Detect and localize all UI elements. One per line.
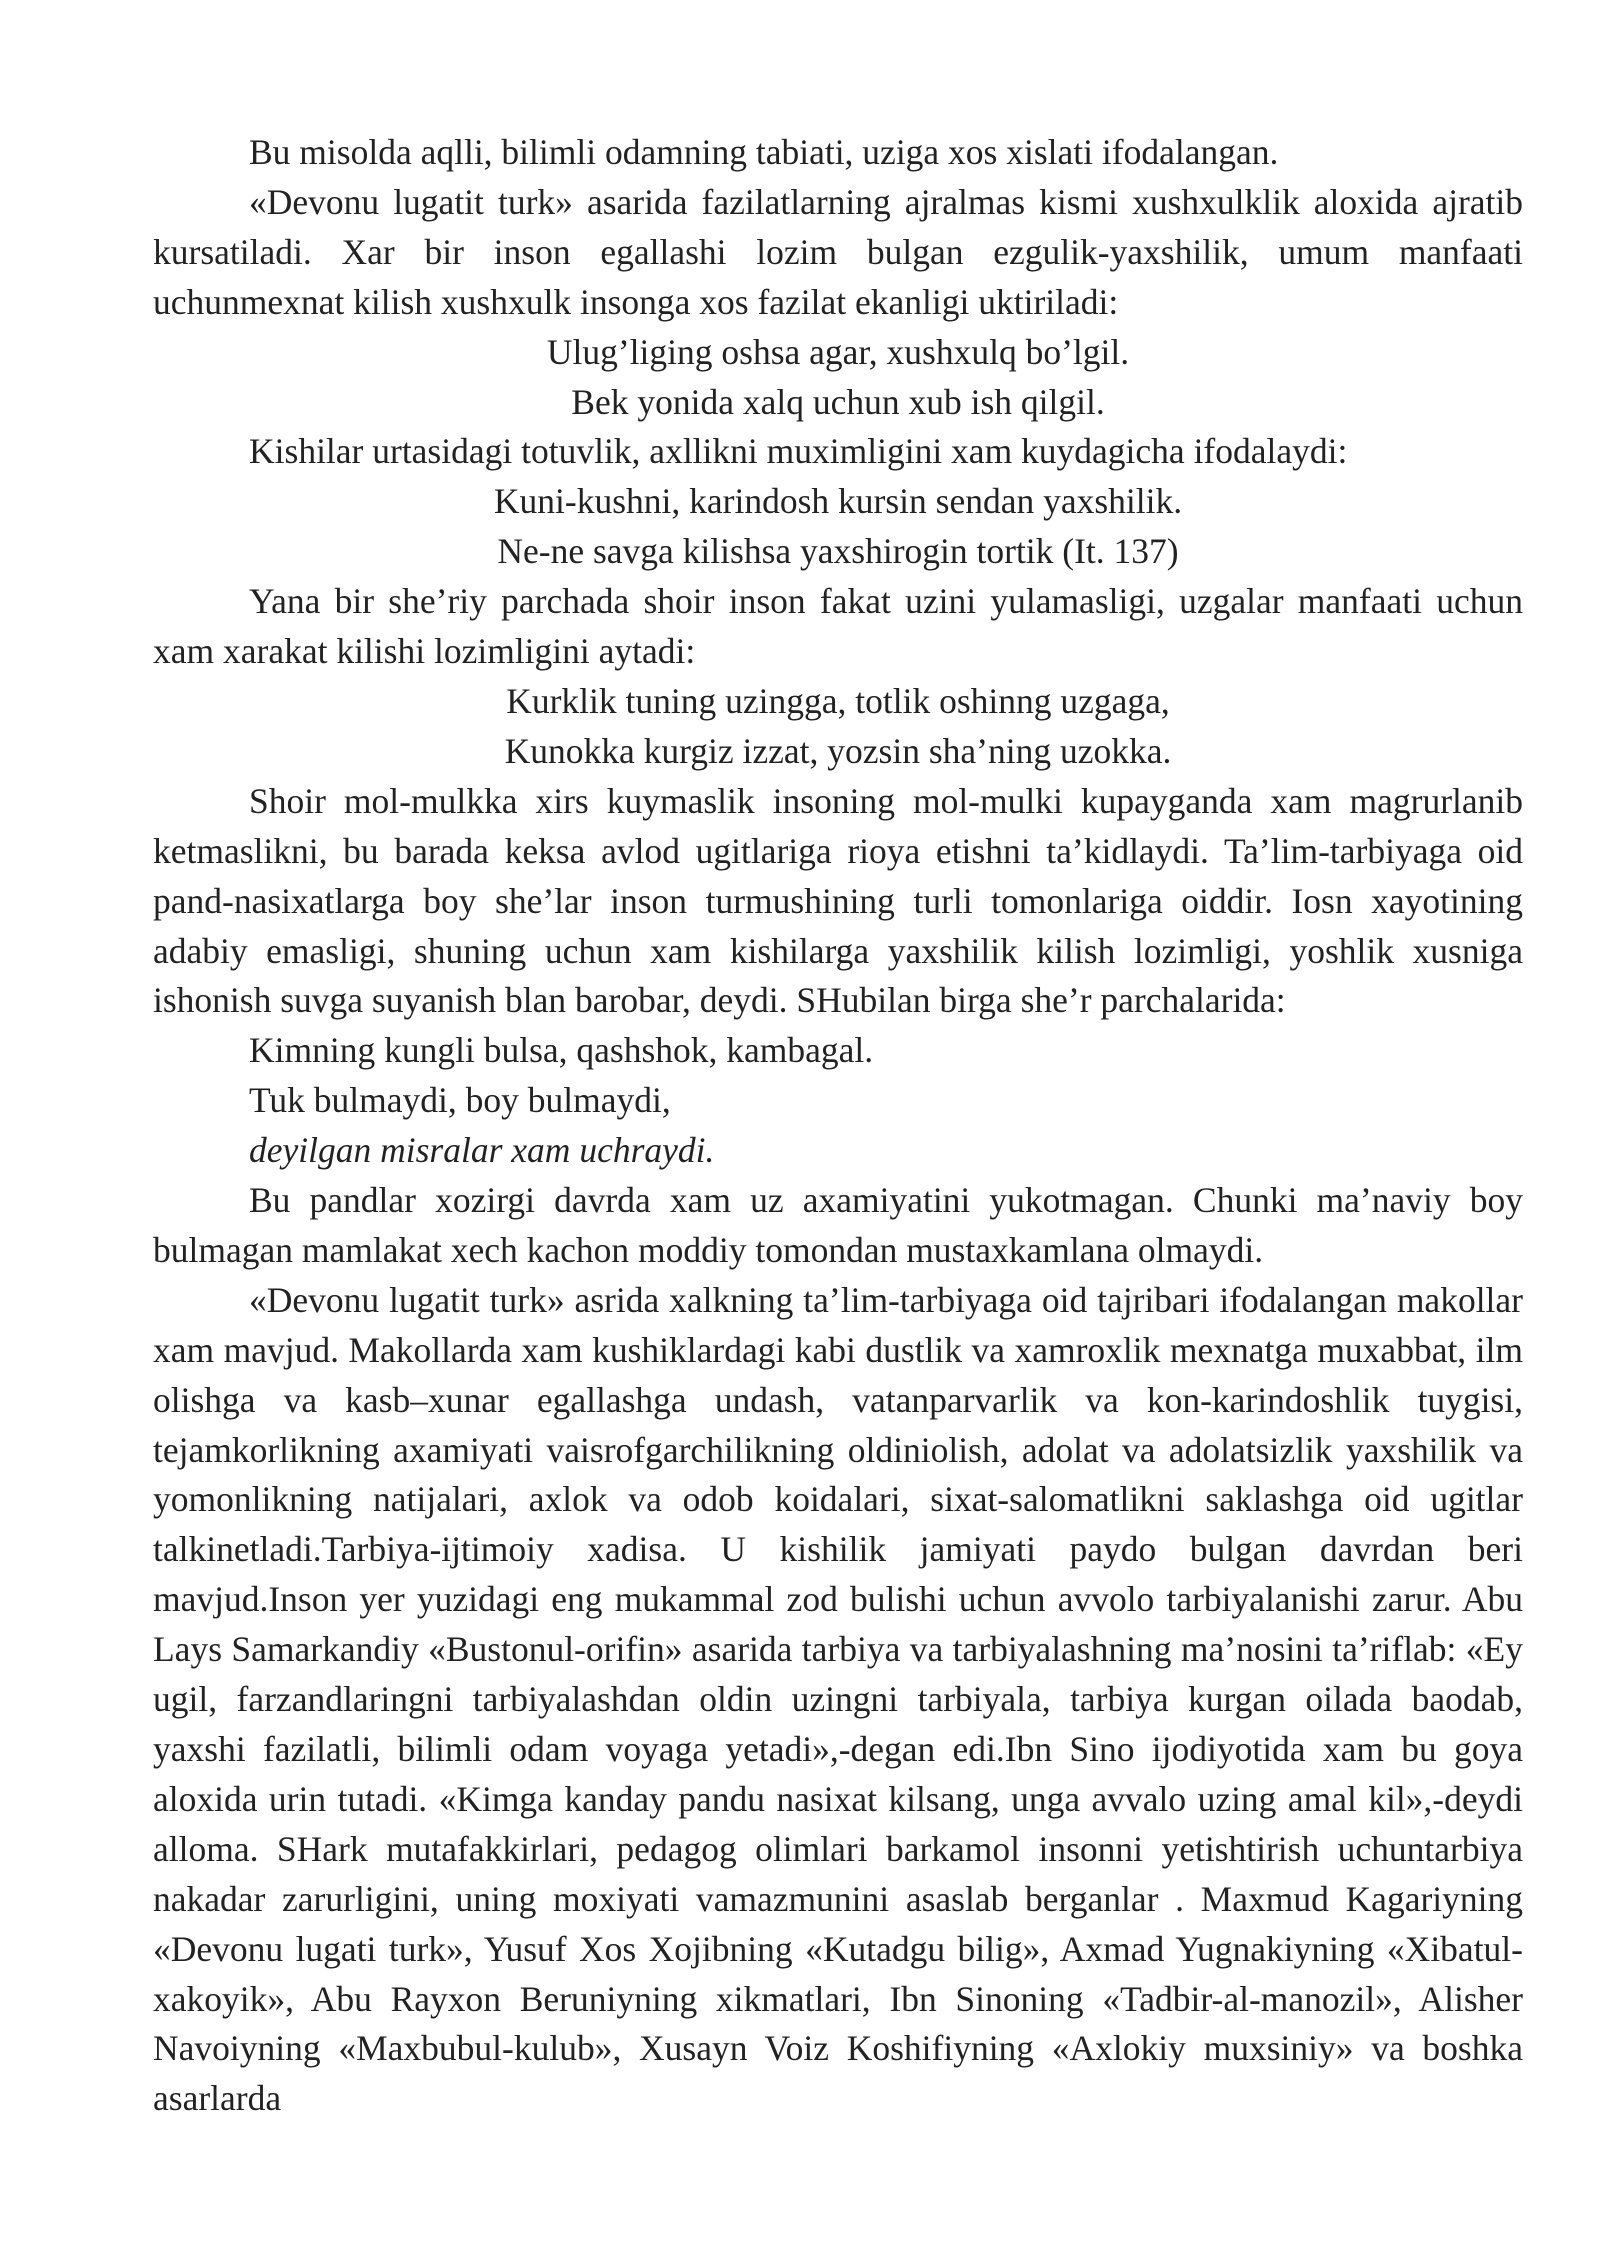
poem-line: Kurklik tuning uzingga, totlik oshinng uzgaga,: [506, 680, 1170, 721]
paragraph: Bu misolda aqlli, bilimli odamning tabiati, uziga xos xislati ifodalangan.: [249, 132, 1279, 172]
paragraph: «Devonu lugatit turk» asarida fazilatlarning ajralmas kismi xushxulklik aloxida ajratib kursatiladi. Xar bir inson egallashi lozim bulgan ezgulik-yaxshilik, umum manfaati uchunmexnat kilish xushxulk insonga xos fazilat ekanligi uktiriladi:: [153, 181, 1523, 322]
paragraph: Yana bir she’riy parchada shoir inson fakat uzini yulamasligi, uzgalar manfaati uchun xam xarakat kilishi lozimligini aytadi:: [153, 581, 1523, 672]
paragraph: Shoir mol-mulkka xirs kuymaslik insoning mol-mulki kupayganda xam magrurlanib ketmaslikni, bu barada keksa avlod ugitlariga rioya etishni ta’kidlaydi. Ta’lim-tarbiyaga oid pand-nasixatlarga boy she’lar inson turmushining turli tomonlariga oiddir. Iosn xayotining adabiy emasligi, shuning uchun xam kishilarga yaxshilik kilish lozimligi, yoshlik xusniga ishonish suvga suyanish blan barobar, deydi. SHubilan birga she’r parchalarida:: [153, 780, 1523, 1021]
verse-caption: deyilgan misralar xam uchraydi.: [249, 1130, 715, 1171]
paragraph: Kishilar urtasidagi totuvlik, axllikni muximligini xam kuydagicha ifodalaydi:: [249, 431, 1348, 472]
poem-line: Kunokka kurgiz izzat, yozsin sha’ning uzokka.: [504, 730, 1172, 771]
poem-line: Bek yonida xalq uchun xub ish qilgil.: [571, 381, 1105, 422]
poem-line: Ulug’liging oshsa agar, xushxulq bo’lgil.: [546, 331, 1130, 372]
poem-line: Kuni-kushni, karindosh kursin sendan yaxshilik.: [493, 481, 1183, 522]
document-page: [153, 128, 1523, 2124]
verse-line: Kimning kungli bulsa, qashshok, kambagal.: [249, 1030, 874, 1071]
poem-line: Ne-ne savga kilishsa yaxshirogin tortik (It. 137): [497, 531, 1179, 572]
verse-line: Tuk bulmaydi, boy bulmaydi,: [249, 1080, 671, 1121]
paragraph: «Devonu lugatit turk» asrida xalkning ta’lim-tarbiyaga oid tajribari ifodalangan makollar xam mavjud. Makollarda xam kushiklardagi kabi dustlik va xamroxlik mexnatga muxabbat, ilm olishga va kasb–xunar egallashga undash, vatanparvarlik va kon-karindoshlik tuygisi, tejamkorlikning axamiyati vaisrofgarchilikning oldiniolish, adolat va adolatsizlik yaxshilik va yomonlikning natijalari, axlok va odob koidalari, sixat-salomatlikni saklashga oid ugitlar talkinetladi.Tarbiya-ijtimoiy xadisa. U kishilik jamiyati paydo bulgan davrdan beri mavjud.Inson yer yuzidagi eng mukammal zod bulishi uchun avvolo tarbiyalanishi zarur. Abu Lays Samarkandiy «Bustonul-orifin» asarida tarbiya va tarbiyalashning ma’nosini ta’riflab: «Ey ugil, farzandlaringni tarbiyalashdan oldin uzingni tarbiyala, tarbiya kurgan oilada baodab, yaxshi fazilatli, bilimli odam voyaga yetadi»,-degan edi.Ibn Sino ijodiyotida xam bu goya aloxida urin tutadi. «Kimga kanday pandu nasixat kilsang, unga avvalo uzing amal kil»,-deydi alloma. SHark mutafakkirlari, pedagog olimlari barkamol insonni yetishtirish uchuntarbiya nakadar zarurligini, uning moxiyati vamazmunini asaslab berganlar . Maxmud Kagariyning «Devonu lugati turk», Yusuf Xos Xojibning «Kutadgu bilig», Axmad Yugnakiyning «Xibatul-xakoyik», Abu Rayxon Beruniyning xikmatlari, Ibn Sinoning «Tadbir-al-manozil», Alisher Navoiyning «Maxbubul-kulub», Xusayn Voiz Koshifiyning «Axlokiy muxsiniy» va boshka asarlarda: [153, 1279, 1523, 2119]
paragraph: Bu pandlar xozirgi davrda xam uz axamiyatini yukotmagan. Chunki ma’naviy boy bulmagan mamlakat xech kachon moddiy tomondan mustaxkamlana olmaydi.: [153, 1180, 1523, 1270]
